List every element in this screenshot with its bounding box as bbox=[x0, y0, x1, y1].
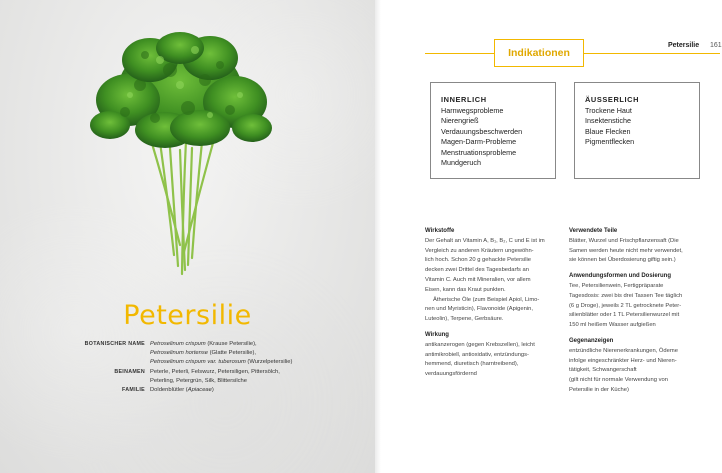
body-line: Vergleich zu anderen Kräutern ungewöhn- bbox=[425, 247, 534, 254]
running-head: Petersilie bbox=[668, 42, 700, 49]
body-line: Tee, Petersilienwein, Fertigpräparate bbox=[569, 282, 664, 289]
body-line: silienblätter oder 1 TL Petersilienwurzel mit bbox=[569, 312, 680, 319]
section-heading: Anwendungsformen und Dosierung bbox=[569, 273, 671, 280]
section-heading: Wirkung bbox=[425, 331, 449, 338]
text-column-left bbox=[425, 227, 553, 380]
text-column-right bbox=[569, 227, 699, 396]
list-item: Nierengrieß bbox=[441, 116, 479, 126]
list-item: Insektenstiche bbox=[585, 116, 631, 126]
body-line: 150 ml heißem Wasser aufgießen bbox=[569, 322, 656, 329]
page-gutter bbox=[375, 0, 381, 473]
body-line: verdauungsfördernd bbox=[425, 371, 477, 378]
body-line: lich hoch. Schon 20 g gehackte Petersilie bbox=[425, 257, 532, 264]
body-line: sie können bei Überdosierung giftig sein.) bbox=[569, 257, 676, 264]
body-line: (6 g Droge), jeweils 2 TL getrocknete Peter- bbox=[569, 302, 682, 309]
list-item: Magen-Darm-Probleme bbox=[441, 137, 517, 147]
list-item: Verdauungsbeschwerden bbox=[441, 126, 523, 136]
body-line: infolge eingeschränkter Herz- und Nieren- bbox=[569, 357, 677, 364]
fact-line: Petroselinum crispum var. tuberosum (Wurzelpetersilie) bbox=[150, 359, 293, 366]
section-tag: Indikationen bbox=[494, 39, 584, 67]
box-heading: ÄUSSERLICH bbox=[585, 95, 640, 104]
fact-nicknames bbox=[82, 368, 322, 386]
list-item: Pigmentflecken bbox=[585, 137, 635, 147]
box-heading: INNERLICH bbox=[441, 95, 487, 104]
body-line: Luteolin), Terpene, Gerbsäure. bbox=[425, 316, 504, 323]
fact-label: BOTANISCHER NAME bbox=[84, 341, 145, 347]
fact-line: Peterle, Peterli, Felswurz, Petersiligen, Pittersölch, bbox=[150, 368, 280, 375]
fact-family bbox=[82, 386, 322, 395]
page-number: 161 bbox=[710, 42, 722, 49]
fact-botanical-name bbox=[82, 340, 322, 368]
fact-line: Doldenblütler (Apiaceae) bbox=[150, 387, 214, 394]
fact-line: Petroselinum crispum (Krause Petersilie), bbox=[150, 341, 257, 347]
indications-external-box bbox=[574, 82, 700, 179]
body-line: hemmend, diuretisch (harntreibend), bbox=[425, 361, 519, 368]
section-heading: Gegenanzeigen bbox=[569, 337, 614, 344]
body-line: decken zwei Drittel des Tagesbedarfs an bbox=[425, 267, 529, 274]
body-line: nen und Myristicin), Flavonoide (Apigenin, bbox=[425, 306, 533, 313]
list-item: Menstruationsprobleme bbox=[441, 147, 517, 157]
list-item: Mundgeruch bbox=[441, 158, 481, 168]
parsley-bunch-image bbox=[70, 30, 290, 280]
body-line: entzündliche Nierenerkrankungen, Ödeme bbox=[569, 347, 678, 354]
list-item: Harnwegsprobleme bbox=[441, 106, 504, 115]
fact-line: Petroselinum hortense (Glatte Petersilie), bbox=[150, 350, 256, 357]
section-heading: Verwendete Teile bbox=[569, 228, 618, 234]
botanical-facts bbox=[82, 340, 322, 395]
fact-label: BEINAMEN bbox=[114, 368, 145, 375]
herb-title: Petersilie bbox=[123, 300, 252, 331]
body-line: (gilt nicht für normale Verwendung von bbox=[569, 377, 668, 384]
body-line: Vitamin C. Auch mit Mineralien, vor allem bbox=[425, 276, 531, 283]
body-line: Tagesdosis: zwei bis drei Tassen Tee täglich bbox=[569, 292, 683, 299]
fact-line: Peterling, Petergrün, Silk, Blittersilche bbox=[150, 377, 247, 384]
body-line: tätigkeit, Schwangerschaft bbox=[569, 367, 637, 374]
body-line: Ätherische Öle (zum Beispiel Apiol, Limo- bbox=[433, 296, 540, 303]
body-line: antimikrobiell, antioxidativ, entzündungs- bbox=[425, 351, 529, 358]
fact-label: FAMILIE bbox=[122, 387, 145, 394]
body-line: Der Gehalt an Vitamin A, B₁, B₂, C und E ist im bbox=[425, 237, 545, 244]
section-heading: Wirkstoffe bbox=[425, 228, 455, 234]
list-item: Blaue Flecken bbox=[585, 126, 631, 136]
body-line: Blätter, Wurzel und Frischpflanzensaft (Die bbox=[569, 237, 679, 244]
body-line: Samen werden heute nicht mehr verwendet, bbox=[569, 247, 683, 254]
body-line: antikanzerogen (gegen Krebszellen), leicht bbox=[425, 341, 535, 348]
body-line: Eisen, kann das Kraut punkten. bbox=[425, 286, 506, 293]
indications-internal-box bbox=[430, 82, 556, 179]
body-line: Petersilie in der Küche) bbox=[569, 386, 629, 393]
list-item: Trockene Haut bbox=[585, 106, 632, 115]
